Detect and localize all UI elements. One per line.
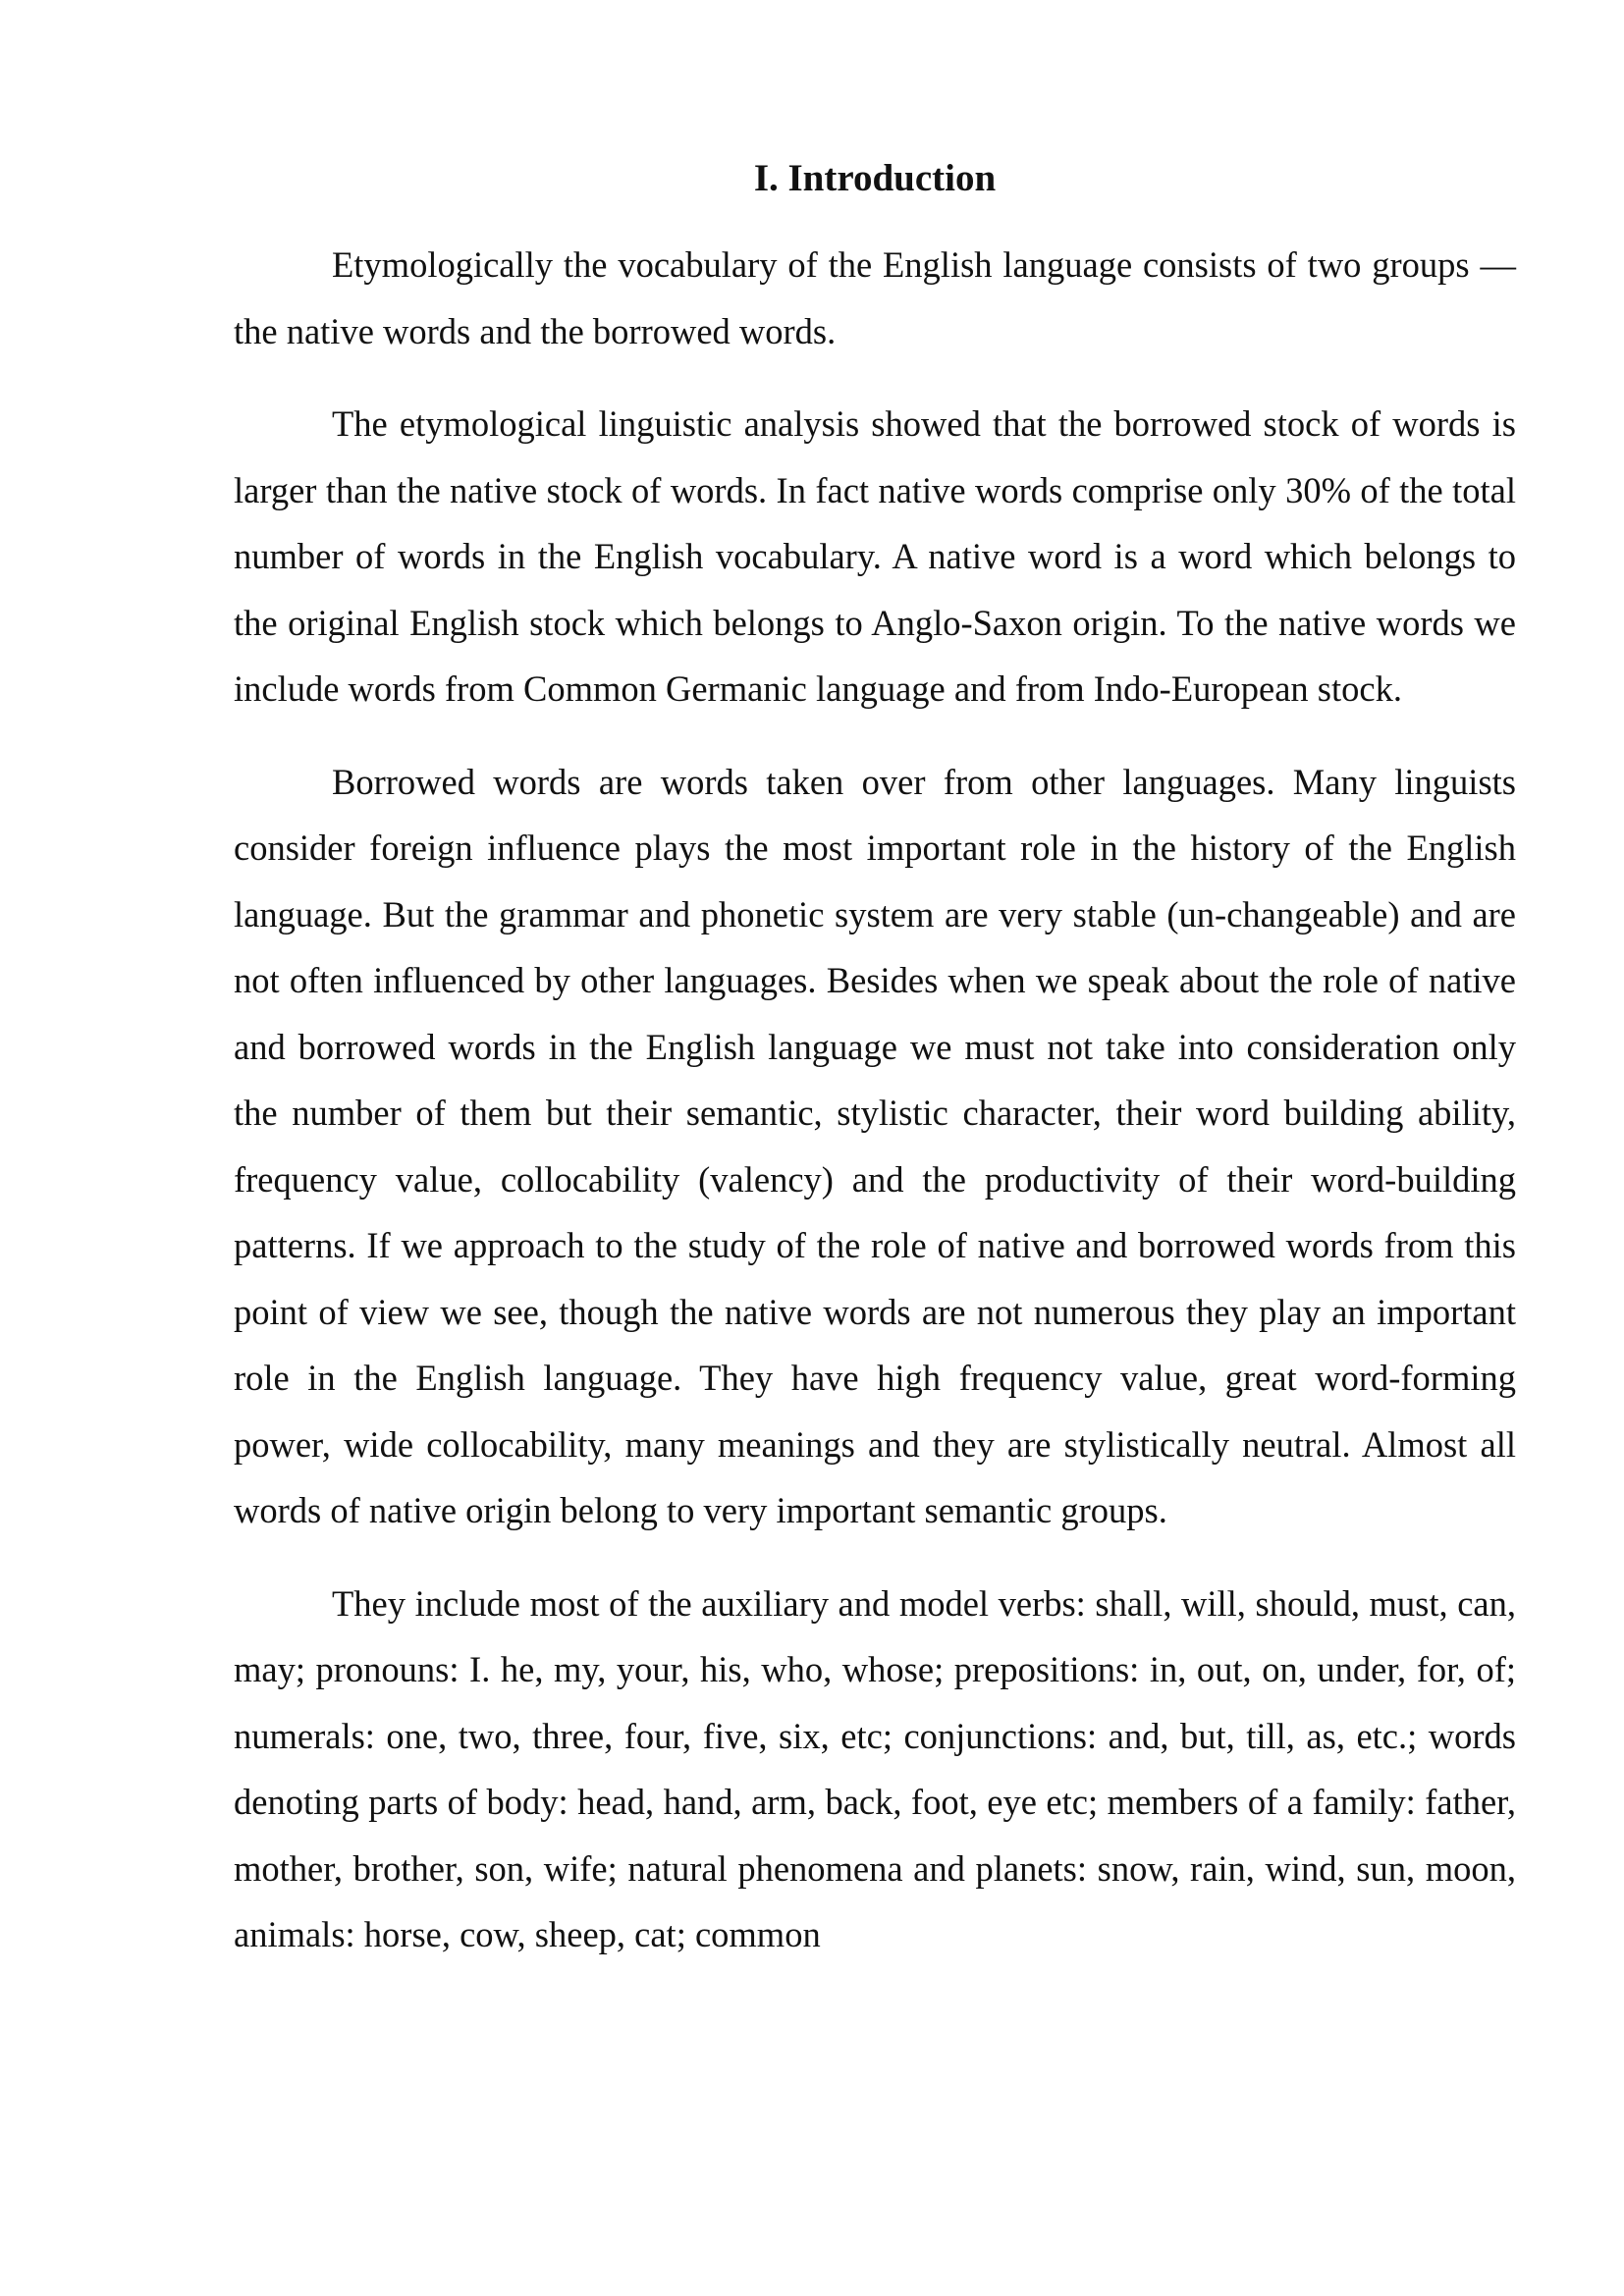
- paragraph-4: They include most of the auxiliary and model verbs: shall, will, should, must, can, may; pronouns: I. he, my, your, his, who, whose; prepositions: in, out, on, under, for, of; numerals: one, two, three, four, five, six, etc; conjunctions: and, but, till, as, etc.; words denoting parts of body: head, hand, arm, back, foot, eye etc; members of a family: father, mother, brother, son, wife; natural phenomena and planets: snow, rain, wind, sun, moon, animals: horse, cow, sheep, cat; common: [234, 1582, 1516, 1954]
- paragraph-1: Etymologically the vocabulary of the English language consists of two groups — the native words and the borrowed words.: [234, 244, 1516, 351]
- paragraph-2: The etymological linguistic analysis showed that the borrowed stock of words is larger than the native stock of words. In fact native words comprise only 30% of the total number of words in the English vocabulary. A native word is a word which belongs to the original English stock which belongs to Anglo-Saxon origin. To the native words we include words from Common Germanic language and from Indo-European stock.: [234, 403, 1516, 709]
- section-heading: I. Introduction: [753, 157, 997, 199]
- paragraph-3: Borrowed words are words taken over from other languages. Many linguists consider foreign influence plays the most important role in the history of the English language. But the grammar and phonetic system are very stable (un-changeable) and are not often influenced by other languages. Besides when we speak about the role of native and borrowed words in the English language we must not take into consideration only the number of them but their semantic, stylistic character, their word building ability, frequency value, collocability (valency) and the productivity of their word-building patterns. If we approach to the study of the role of native and borrowed words from this point of view we see, though the native words are not numerous they play an important role in the English language. They have high frequency value, great word-forming power, wide collocability, many meanings and they are stylistically neutral. Almost all words of native origin belong to very important semantic groups.: [234, 761, 1516, 1530]
- document-body: [234, 147, 1516, 1995]
